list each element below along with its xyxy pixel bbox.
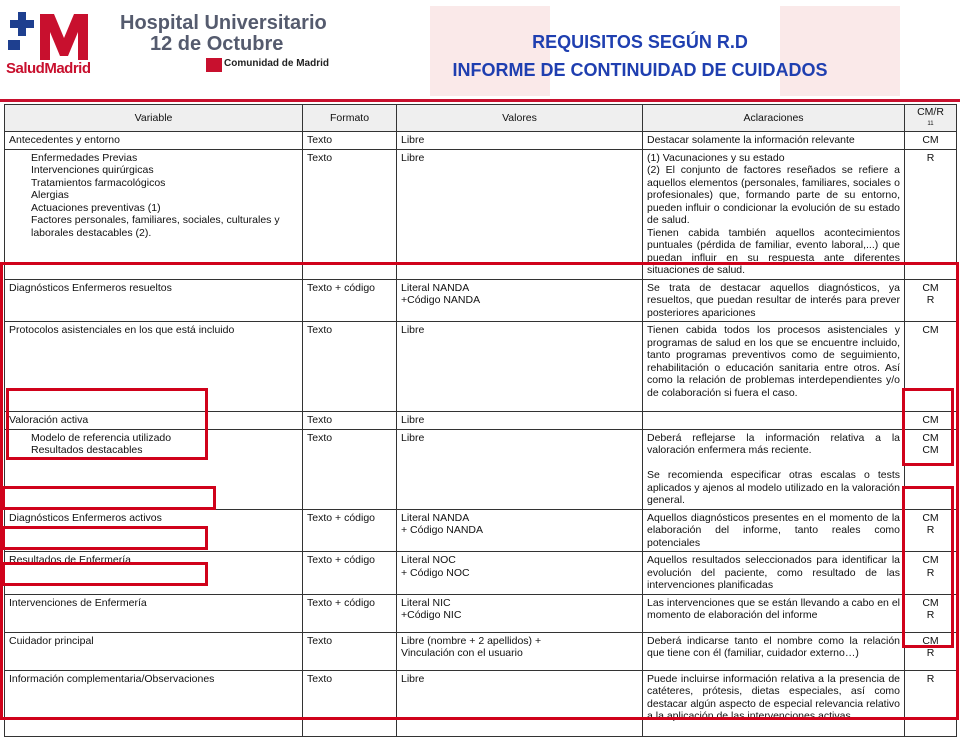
column-header-cmr <box>905 105 957 132</box>
cell-cmr: CM <box>905 322 957 412</box>
cell-aclaraciones: Aquellos resultados seleccionados para identificar la evolución del paciente, como resultado de las intervenciones planificadas <box>643 552 905 595</box>
cell-variable: Enfermedades Previas Intervenciones quirúrgicas Tratamientos farmacológicos Alergias Actuaciones preventivas (1) Factores personales, familiares, sociales, culturales y laborales destacables (2). <box>5 149 303 279</box>
cmr-label: CM/R <box>917 106 944 118</box>
cell-cmr: CM R <box>905 509 957 552</box>
cell-variable: Valoración activa <box>5 412 303 430</box>
cell-aclaraciones: Las intervenciones que se están llevando a cabo en el momento de elaboración del informe <box>643 594 905 632</box>
title-line2: INFORME DE CONTINUIDAD DE CUIDADOS <box>452 60 828 80</box>
cell-aclaraciones: Se trata de destacar aquellos diagnósticos, ya resueltos, que puedan resultar de interés para prever posteriores apariciones <box>643 279 905 322</box>
cell-cmr: CM <box>905 132 957 150</box>
cell-cmr: CM R <box>905 552 957 595</box>
table-row <box>5 149 957 279</box>
header-divider <box>0 99 960 102</box>
cell-variable: Intervenciones de Enfermería <box>5 594 303 632</box>
cell-aclaraciones: Deberá reflejarse la información relativa a la valoración enfermera más reciente. Se recomienda especificar otras escalas o tests aplicados y ajenos al modelo utilizado en la valoración general. <box>643 429 905 509</box>
column-header-variable: Variable <box>5 105 303 132</box>
cell-formato: Texto <box>303 412 397 430</box>
cell-cmr: CM R <box>905 279 957 322</box>
cell-formato: Texto + código <box>303 552 397 595</box>
column-header-aclaraciones: Aclaraciones <box>643 105 905 132</box>
cmr-superscript: 11 <box>927 121 934 127</box>
hospital-name-line2: 12 de Octubre <box>150 33 284 55</box>
cell-valores: Literal NIC +Código NIC <box>397 594 643 632</box>
cell-valores: Libre <box>397 149 643 279</box>
cell-valores: Libre <box>397 322 643 412</box>
title-line1: REQUISITOS SEGÚN R.D <box>532 32 748 52</box>
salud-madrid-label: SaludMadrid <box>6 60 91 77</box>
cell-variable: Modelo de referencia utilizado Resultados destacables <box>5 429 303 509</box>
cell-formato: Texto <box>303 429 397 509</box>
cell-valores: Literal NOC + Código NOC <box>397 552 643 595</box>
comunidad-madrid-label: Comunidad de Madrid <box>224 58 329 69</box>
table-row <box>5 132 957 150</box>
cell-variable: Diagnósticos Enfermeros resueltos <box>5 279 303 322</box>
column-header-formato: Formato <box>303 105 397 132</box>
highlight-box-valoracion-cm <box>902 388 954 466</box>
cell-aclaraciones: Deberá indicarse tanto el nombre como la relación que tiene con él (familiar, cuidador externo…) <box>643 632 905 670</box>
cell-cmr: CM R <box>905 594 957 632</box>
highlight-box-resultados <box>2 526 208 550</box>
column-header-valores: Valores <box>397 105 643 132</box>
highlight-box-diagnosticos <box>2 486 216 510</box>
header <box>0 0 960 100</box>
hospital-name-line1: Hospital Universitario <box>120 12 327 34</box>
cell-variable: Protocolos asistenciales en los que está incluido <box>5 322 303 412</box>
cell-formato: Texto + código <box>303 279 397 322</box>
cell-cmr: R <box>905 670 957 736</box>
cell-valores: Libre <box>397 429 643 509</box>
highlight-box-intervenciones <box>2 562 208 586</box>
cell-valores: Libre <box>397 132 643 150</box>
cell-formato: Texto <box>303 670 397 736</box>
comunidad-madrid-logo-icon <box>206 58 222 72</box>
cell-valores: Libre <box>397 412 643 430</box>
cell-aclaraciones: Aquellos diagnósticos presentes en el momento de la elaboración del informe, tanto reales como potenciales <box>643 509 905 552</box>
cell-formato: Texto + código <box>303 594 397 632</box>
cell-cmr: CM <box>905 412 957 430</box>
cell-aclaraciones: Destacar solamente la información relevante <box>643 132 905 150</box>
cell-formato: Texto <box>303 322 397 412</box>
cell-formato: Texto <box>303 632 397 670</box>
cell-aclaraciones: Tienen cabida todos los procesos asistenciales y programas de salud en los que se encuentre incluido, tanto programas preventivos como de seguimiento, rehabilitación o educación sanitaria entre otros. Así como la relación de problemas interdependientes y/o de colaboración si fuera el caso. <box>643 322 905 412</box>
cell-variable: Antecedentes y entorno <box>5 132 303 150</box>
cell-valores: Libre (nombre + 2 apellidos) + Vinculación con el usuario <box>397 632 643 670</box>
cell-formato: Texto <box>303 149 397 279</box>
highlight-box-cmr-column <box>902 486 954 648</box>
cell-valores: Libre <box>397 670 643 736</box>
cell-cmr: R <box>905 149 957 279</box>
cell-formato: Texto <box>303 132 397 150</box>
cell-variable: Información complementaria/Observaciones <box>5 670 303 736</box>
cell-formato: Texto + código <box>303 509 397 552</box>
cell-valores: Literal NANDA + Código NANDA <box>397 509 643 552</box>
cell-cmr: CM CM <box>905 429 957 509</box>
cell-variable: Cuidador principal <box>5 632 303 670</box>
cell-cmr: CM R <box>905 632 957 670</box>
cell-variable: Diagnósticos Enfermeros activos <box>5 509 303 552</box>
cell-aclaraciones: (1) Vacunaciones y su estado (2) El conjunto de factores reseñados se refiere a aquellos elementos (personales, familiares, sociales o profesionales) que, formando parte de su entorno, pueden influir o condicionar la evolución de su estado de salud. Tienen cabida también aquellos acontecimientos puntuales (pérdida de familiar, evento laboral,...) que puedan influir en su respuesta ante diferentes situaciones de salud. <box>643 149 905 279</box>
cell-aclaraciones: Puede incluirse información relativa a la presencia de catéteres, prótesis, dietas especiales, así como destacar algún aspecto de especial relevancia relativo a la aplicación de las intervenciones activas. <box>643 670 905 736</box>
cell-valores: Literal NANDA +Código NANDA <box>397 279 643 322</box>
page-title <box>360 28 920 84</box>
table-header-row <box>5 105 957 132</box>
cell-variable: Resultados de Enfermería <box>5 552 303 595</box>
highlight-box-valoracion <box>6 388 208 460</box>
